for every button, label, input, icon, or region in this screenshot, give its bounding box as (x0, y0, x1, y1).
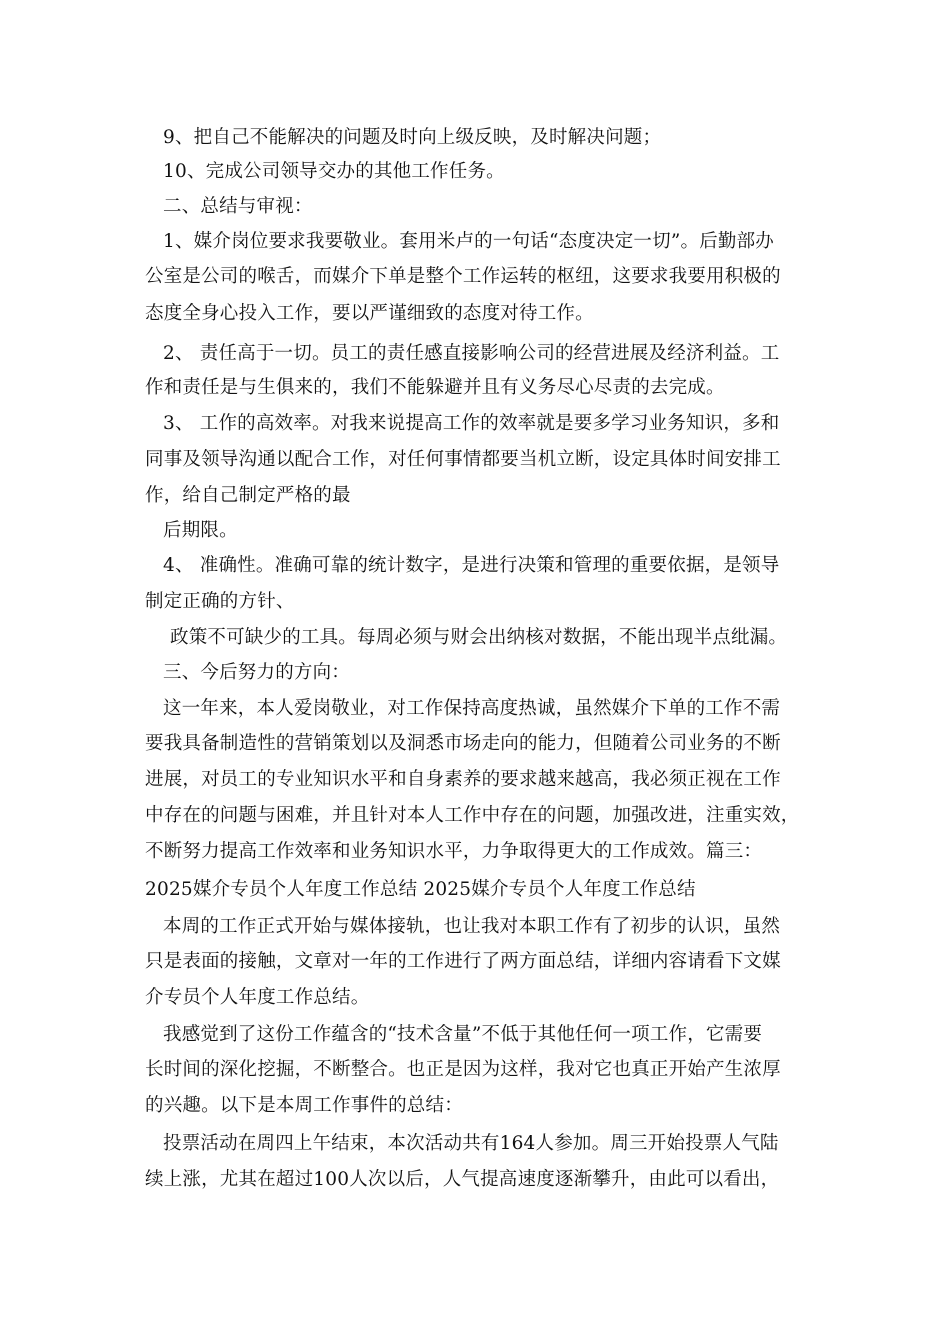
text-line: 制定正确的方针、 (145, 591, 295, 612)
text-line: 公室是公司的喉舌，而媒介下单是整个工作运转的枢纽，这要求我要用积极的 (145, 266, 781, 287)
text-line: 的兴趣。以下是本周工作事件的总结： (145, 1095, 463, 1116)
text-line: 态度全身心投入工作，要以严谨细致的态度对待工作。 (145, 303, 594, 324)
text-line: 本周的工作正式开始与媒体接轨，也让我对本职工作有了初步的认识，虽然 (163, 916, 781, 937)
text-line: 3、 工作的高效率。对我来说提高工作的效率就是要多学习业务知识，多和 (163, 413, 780, 434)
text-line: 2、 责任高于一切。员工的责任感直接影响公司的经营进展及经济利益。工 (163, 343, 780, 364)
text-line: 中存在的问题与困难，并且针对本人工作中存在的问题，加强改进，注重实效， (145, 805, 800, 826)
text-line: 10、完成公司领导交办的其他工作任务。 (163, 161, 505, 182)
text-line: 这一年来，本人爱岗敬业，对工作保持高度热诚，虽然媒介下单的工作不需 (163, 698, 781, 719)
text-line: 续上涨，尤其在超过100人次以后，人气提高速度逐渐攀升，由此可以看出， (145, 1169, 780, 1190)
text-line: 投票活动在周四上午结束，本次活动共有164人参加。周三开始投票人气陆 (163, 1133, 779, 1154)
text-line: 介专员个人年度工作总结。 (145, 987, 370, 1008)
text-line: 只是表面的接触，文章对一年的工作进行了两方面总结，详细内容请看下文媒 (145, 951, 781, 972)
section-heading: 三、今后努力的方向： (163, 662, 351, 683)
text-line: 4、 准确性。准确可靠的统计数字，是进行决策和管理的重要依据，是领导 (163, 555, 780, 576)
text-line: 1、媒介岗位要求我要敬业。套用米卢的一句话“态度决定一切”。后勤部办 (163, 231, 774, 252)
text-line: 进展，对员工的专业知识水平和自身素养的要求越来越高，我必须正视在工作 (145, 769, 781, 790)
text-line: 长时间的深化挖掘，不断整合。也正是因为这样，我对它也真正开始产生浓厚 (145, 1059, 781, 1080)
text-line: 作，给自己制定严格的最 (145, 485, 351, 506)
text-line: 9、把自己不能解决的问题及时向上级反映，及时解决问题； (163, 127, 662, 148)
text-line: 后期限。 (163, 520, 238, 541)
text-line: 政策不可缺少的工具。每周必须与财会出纳核对数据，不能出现半点纰漏。 (170, 627, 788, 648)
text-line: 2025媒介专员个人年度工作总结 2025媒介专员个人年度工作总结 (145, 879, 696, 900)
section-heading: 二、总结与审视： (163, 196, 313, 217)
text-line: 同事及领导沟通以配合工作，对任何事情都要当机立断，设定具体时间安排工 (145, 449, 781, 470)
text-line: 我感觉到了这份工作蕴含的“技术含量”不低于其他任何一项工作，它需要 (163, 1024, 763, 1045)
text-line: 要我具备制造性的营销策划以及洞悉市场走向的能力，但随着公司业务的不断 (145, 733, 781, 754)
text-line: 作和责任是与生俱来的，我们不能躲避并且有义务尽心尽责的去完成。 (145, 377, 725, 398)
text-line: 不断努力提高工作效率和业务知识水平，力争取得更大的工作成效。篇三： (145, 841, 763, 862)
